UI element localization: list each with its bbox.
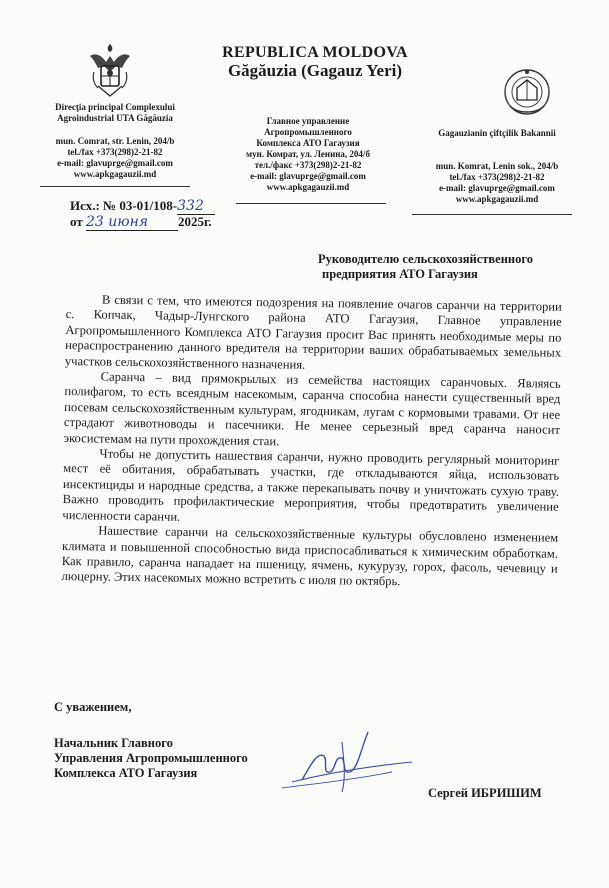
right-email: e-mail: glavuprge@gmail.com <box>439 183 555 193</box>
addressee-line1: Руководителю сельскохозяйственного <box>318 252 533 266</box>
left-address-block <box>40 102 190 180</box>
regards: С уважением, <box>54 700 132 714</box>
signer-name: Сергей ИБРИШИМ <box>428 786 542 800</box>
body-paragraph: Саранча – вид прямокрылых из семейства настоящих саранчовых. Являясь полифагом, то есть всеядным насекомым, саранча способна нанести существенный вред посевам сельскохозяйственным культурам, ягодникам, лугам с кормовыми травами. От нее страдают животноводы и пасечники. Не менее серьезный вред саранча наносит экосистемам на пути прохождения стаи. <box>63 369 561 449</box>
right-address: mun. Komrat, Lenin sok., 204/b <box>435 161 559 171</box>
title-republic: REPUBLICA MOLDOVA <box>222 44 408 61</box>
letter-body <box>61 292 562 592</box>
right-divider <box>412 214 572 215</box>
right-org-line1: Gagauzianin çiftçilik Bakannii <box>438 128 556 138</box>
center-email: e-mail: glavuprge@gmail.com <box>250 171 366 181</box>
right-website: www.apkgagauzii.md <box>455 194 539 204</box>
center-org-line3: Комплекса АТО Гагаузия <box>256 138 360 148</box>
position-line2: Управления Агропромышленного <box>54 751 248 765</box>
left-org-line2: Agroindustrial UTA Găgăuzia <box>57 113 173 123</box>
date-prefix: от <box>70 214 83 229</box>
center-address: мун. Комрат, ул. Ленина, 204/б <box>246 149 370 159</box>
center-org-line2: Агропромышленного <box>264 127 352 137</box>
center-org-line1: Главное управление <box>266 116 350 126</box>
right-phone: tel./fax +373(298)2-21-82 <box>449 172 545 182</box>
center-phone: тел./факс +373(298)2-21-82 <box>254 160 362 170</box>
signer-position <box>54 736 248 781</box>
left-org-line1: Direcţia principal Complexului <box>55 102 175 112</box>
position-line1: Начальник Главного <box>54 736 173 750</box>
title-gagauzia: Găgăuzia (Gagauz Yeri) <box>227 61 403 80</box>
left-divider <box>40 186 190 187</box>
addressee-line2: предприятия АТО Гагаузия <box>322 267 478 281</box>
date-year: 2025г. <box>177 214 212 229</box>
outgoing-number <box>70 198 215 215</box>
moldova-coat-of-arms-icon <box>86 42 134 98</box>
addressee <box>318 252 578 282</box>
right-address-block <box>416 128 578 205</box>
body-paragraph: Нашествие саранчи на сельскохозяйственные культуры обусловлено изменением климата и повышенной способностью вида приспосабливаться к химическим обработкам. Как правило, саранча нападает на пшеницу, ячмень, кукурузу, горох, фасоль, чечевицу и люцерну. Этих насекомых можно встретить с июля по октябрь. <box>61 523 559 589</box>
position-line3: Комплекса АТО Гагаузия <box>54 766 198 780</box>
outgoing-number-label: Исх.: № 03-01/108- <box>70 198 178 213</box>
outgoing-date <box>70 214 212 231</box>
center-address-block <box>228 116 388 193</box>
header-title <box>200 44 430 80</box>
left-address: mun. Comrat, str. Lenin, 204/b <box>55 136 175 146</box>
center-website: www.apkgagauzii.md <box>266 182 350 192</box>
left-website: www.apkgagauzii.md <box>73 169 157 179</box>
outgoing-number-handwritten: 332 <box>177 198 215 215</box>
handwritten-signature-icon <box>272 722 422 802</box>
date-handwritten: 23 июня <box>86 214 178 231</box>
left-email: e-mail: glavuprge@gmail.com <box>57 158 173 168</box>
body-paragraph: Чтобы не допустить нашествия саранчи, нужно проводить регулярный мониторинг мест её обитания, обрабатывать участки, где откладываются яйца, использовать инсектициды и народные средства, а также перекапывать почву и уничтожать сухую траву. Важно проводить профилактические мероприятия, чтобы предотвратить увеличение численности саранчи. <box>62 446 560 524</box>
body-paragraph: В связи с тем, что имеются подозрения на появление очагов саранчи на территории с. Копчак, Чадыр-Лунгского района АТО Гагаузия, Главное управление Агропромышленного Комплекса АТО Гагаузия просит Вас принять необходимые меры по нераспространению данного вредителя на территории ваших обрабатываемых земельных участков сельскохозяйственного назначения. <box>64 292 562 372</box>
center-divider <box>236 203 386 204</box>
gagauzia-coat-of-arms-icon <box>500 66 554 118</box>
left-phone: tel./fax +373(298)2-21-82 <box>67 147 163 157</box>
